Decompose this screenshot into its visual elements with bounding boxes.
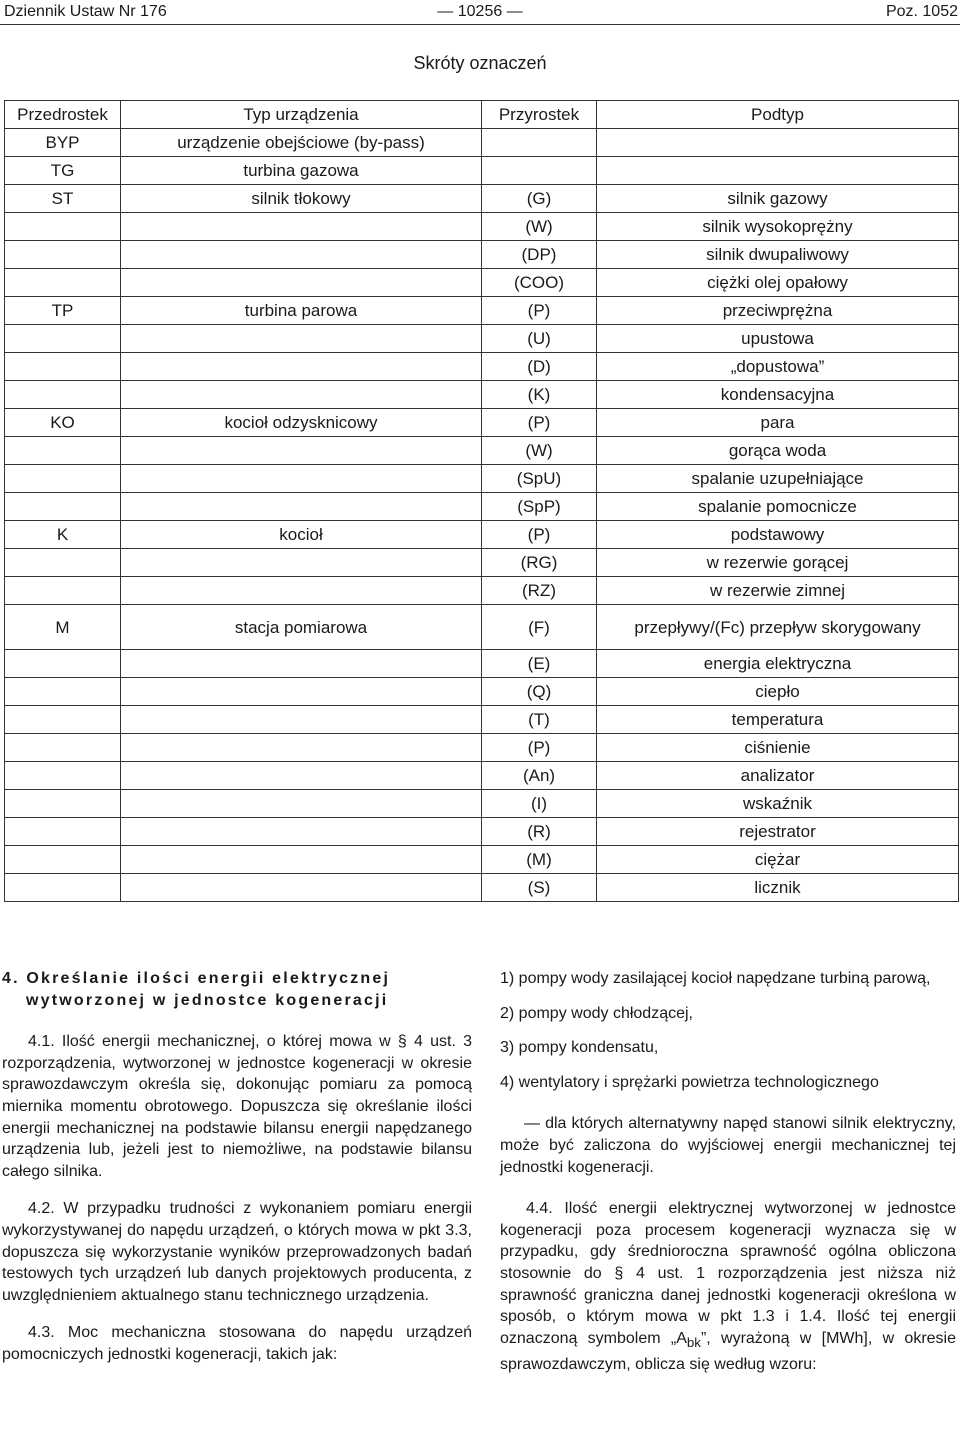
table-row bbox=[5, 762, 959, 790]
table-body bbox=[5, 129, 959, 902]
cell-suffix: (P) bbox=[482, 409, 597, 437]
cell-prefix bbox=[5, 437, 121, 465]
table-row bbox=[5, 353, 959, 381]
table-row bbox=[5, 874, 959, 902]
cell-suffix: (W) bbox=[482, 437, 597, 465]
cell-subtype: energia elektryczna bbox=[597, 650, 959, 678]
cell-prefix bbox=[5, 381, 121, 409]
cell-device-type: turbina parowa bbox=[121, 297, 482, 325]
table-row bbox=[5, 790, 959, 818]
table-header-row bbox=[5, 101, 959, 129]
cell-device-type bbox=[121, 846, 482, 874]
list-item: 3) pompy kondensatu, bbox=[500, 1039, 659, 1057]
cell-suffix: (F) bbox=[482, 605, 597, 650]
cell-device-type bbox=[121, 437, 482, 465]
cell-suffix: (S) bbox=[482, 874, 597, 902]
cell-device-type: kocioł odzysknicowy bbox=[121, 409, 482, 437]
paragraph-4-4 bbox=[500, 1198, 956, 1375]
cell-suffix bbox=[482, 129, 597, 157]
cell-prefix bbox=[5, 762, 121, 790]
table-row bbox=[5, 706, 959, 734]
cell-subtype: para bbox=[597, 409, 959, 437]
paragraph-4-4-text: 4.4. Ilość energii elektrycznej wytworzonej w jednostce kogeneracji poza procesem kogeneracji wyznacza się w przypadku, gdy średnioroczna sprawność ogólna obliczona stosownie do § 4 ust. 1 rozporządzenia jest niższa niż sprawność graniczna danej jednostki kogeneracji określona w sposób, o którym mowa w pkt 1.3 i 1.4. Ilość tej energii oznaczoną symbolem „A bbox=[500, 1200, 956, 1347]
cell-device-type bbox=[121, 762, 482, 790]
cell-suffix: (P) bbox=[482, 734, 597, 762]
cell-device-type bbox=[121, 381, 482, 409]
cell-device-type: turbina gazowa bbox=[121, 157, 482, 185]
cell-suffix: (U) bbox=[482, 325, 597, 353]
header-rule bbox=[0, 24, 960, 25]
cell-prefix: TP bbox=[5, 297, 121, 325]
cell-suffix: (SpU) bbox=[482, 465, 597, 493]
cell-subtype: upustowa bbox=[597, 325, 959, 353]
cell-prefix bbox=[5, 241, 121, 269]
table-row bbox=[5, 734, 959, 762]
table-row bbox=[5, 297, 959, 325]
cell-prefix: TG bbox=[5, 157, 121, 185]
cell-suffix: (M) bbox=[482, 846, 597, 874]
table-row bbox=[5, 325, 959, 353]
table-row bbox=[5, 549, 959, 577]
table-row bbox=[5, 465, 959, 493]
cell-device-type bbox=[121, 493, 482, 521]
cell-suffix: (An) bbox=[482, 762, 597, 790]
cell-prefix bbox=[5, 577, 121, 605]
cell-prefix bbox=[5, 734, 121, 762]
cell-prefix bbox=[5, 874, 121, 902]
cell-prefix: ST bbox=[5, 185, 121, 213]
cell-subtype: analizator bbox=[597, 762, 959, 790]
table-row bbox=[5, 269, 959, 297]
table-row bbox=[5, 437, 959, 465]
table-row bbox=[5, 650, 959, 678]
cell-device-type bbox=[121, 241, 482, 269]
list-item: 4) wentylatory i sprężarki powietrza technologicznego bbox=[500, 1073, 879, 1091]
cell-prefix bbox=[5, 706, 121, 734]
table-row bbox=[5, 241, 959, 269]
cell-subtype: ciężar bbox=[597, 846, 959, 874]
column-header-suffix: Przyrostek bbox=[482, 101, 597, 129]
cell-prefix: KO bbox=[5, 409, 121, 437]
cell-subtype: rejestrator bbox=[597, 818, 959, 846]
list-item: 2) pompy wody chłodzącej, bbox=[500, 1004, 693, 1022]
cell-device-type bbox=[121, 325, 482, 353]
table-row bbox=[5, 185, 959, 213]
paragraph-4-1: 4.1. Ilość energii mechanicznej, o której mowa w § 4 ust. 3 rozporządzenia, wytworzonej w jednostce kogeneracji w okresie sprawozdawczym określa się, dokonując pomiaru za pomocą miernika momentu obrotowego. Dopuszcza się określanie ilości energii mechanicznej na podstawie bilansu energii napędzanego urządzenia lub, jeżeli jest to niemożliwe, na podstawie bilansu całego silnika. bbox=[2, 1033, 472, 1180]
cell-subtype: gorąca woda bbox=[597, 437, 959, 465]
table-row bbox=[5, 678, 959, 706]
paragraph-4-2: 4.2. W przypadku trudności z wykonaniem pomiaru energii wykorzystywanej do napędu urządzeń, o których mowa w pkt 3.3, dopuszcza się wykorzystanie wyników przeprowadzonych badań testowych tych urządzeń lub danych projektowych producenta, z uwzględnieniem aktualnego stanu technicznego urządzenia. bbox=[2, 1200, 472, 1304]
cell-prefix bbox=[5, 678, 121, 706]
right-text-column bbox=[500, 968, 956, 1391]
table-row bbox=[5, 493, 959, 521]
section-heading: 4. Określanie ilości energii elektrycznej wytworzonej w jednostce kogeneracji bbox=[2, 970, 391, 1009]
cell-subtype: silnik wysokoprężny bbox=[597, 213, 959, 241]
cell-device-type bbox=[121, 734, 482, 762]
cell-device-type: stacja pomiarowa bbox=[121, 605, 482, 650]
cell-prefix bbox=[5, 650, 121, 678]
cell-suffix: (W) bbox=[482, 213, 597, 241]
cell-subtype: w rezerwie gorącej bbox=[597, 549, 959, 577]
table-row bbox=[5, 577, 959, 605]
table-row bbox=[5, 818, 959, 846]
table-row bbox=[5, 605, 959, 650]
cell-subtype: przeciwprężna bbox=[597, 297, 959, 325]
cell-suffix: (E) bbox=[482, 650, 597, 678]
cell-prefix bbox=[5, 269, 121, 297]
cell-device-type bbox=[121, 213, 482, 241]
cell-suffix: (RZ) bbox=[482, 577, 597, 605]
cell-device-type bbox=[121, 650, 482, 678]
cell-device-type: kocioł bbox=[121, 521, 482, 549]
cell-subtype bbox=[597, 157, 959, 185]
table-title: Skróty oznaczeń bbox=[413, 53, 547, 73]
cell-subtype: ciężki olej opałowy bbox=[597, 269, 959, 297]
cell-prefix bbox=[5, 846, 121, 874]
cell-subtype: silnik dwupaliwowy bbox=[597, 241, 959, 269]
cell-subtype: silnik gazowy bbox=[597, 185, 959, 213]
cell-subtype: wskaźnik bbox=[597, 790, 959, 818]
cell-device-type: silnik tłokowy bbox=[121, 185, 482, 213]
left-text-column bbox=[2, 968, 472, 1382]
table-row bbox=[5, 381, 959, 409]
cell-device-type bbox=[121, 549, 482, 577]
cell-prefix bbox=[5, 465, 121, 493]
running-header bbox=[0, 0, 960, 24]
cell-suffix bbox=[482, 157, 597, 185]
cell-prefix: K bbox=[5, 521, 121, 549]
cell-subtype: kondensacyjna bbox=[597, 381, 959, 409]
cell-subtype: podstawowy bbox=[597, 521, 959, 549]
cell-subtype: licznik bbox=[597, 874, 959, 902]
cell-prefix bbox=[5, 549, 121, 577]
table-row bbox=[5, 521, 959, 549]
cell-subtype: spalanie pomocnicze bbox=[597, 493, 959, 521]
cell-device-type bbox=[121, 706, 482, 734]
cell-suffix: (P) bbox=[482, 521, 597, 549]
cell-suffix: (Q) bbox=[482, 678, 597, 706]
paragraph-4-3: 4.3. Moc mechaniczna stosowana do napędu urządzeń pomocniczych jednostki kogeneracji, takich jak: bbox=[2, 1324, 472, 1363]
cell-suffix: (K) bbox=[482, 381, 597, 409]
position-number: Poz. 1052 bbox=[885, 3, 958, 20]
cell-suffix: (G) bbox=[482, 185, 597, 213]
cell-suffix: (COO) bbox=[482, 269, 597, 297]
table-row bbox=[5, 213, 959, 241]
table-row bbox=[5, 157, 959, 185]
cell-subtype: ciepło bbox=[597, 678, 959, 706]
cell-suffix: (I) bbox=[482, 790, 597, 818]
cell-prefix bbox=[5, 493, 121, 521]
table-row bbox=[5, 846, 959, 874]
cell-prefix bbox=[5, 353, 121, 381]
cell-device-type: urządzenie obejściowe (by-pass) bbox=[121, 129, 482, 157]
cell-suffix: (SpP) bbox=[482, 493, 597, 521]
cell-suffix: (P) bbox=[482, 297, 597, 325]
journal-name: Dziennik Ustaw Nr 176 bbox=[4, 3, 167, 20]
cell-device-type bbox=[121, 465, 482, 493]
cell-device-type bbox=[121, 790, 482, 818]
cell-suffix: (DP) bbox=[482, 241, 597, 269]
column-header-device-type: Typ urządzenia bbox=[121, 101, 482, 129]
cell-prefix: M bbox=[5, 605, 121, 650]
cell-prefix bbox=[5, 790, 121, 818]
cell-suffix: (D) bbox=[482, 353, 597, 381]
cell-device-type bbox=[121, 874, 482, 902]
cell-suffix: (R) bbox=[482, 818, 597, 846]
cell-device-type bbox=[121, 678, 482, 706]
cell-prefix bbox=[5, 325, 121, 353]
cell-subtype: w rezerwie zimnej bbox=[597, 577, 959, 605]
cell-device-type bbox=[121, 269, 482, 297]
cell-device-type bbox=[121, 577, 482, 605]
cell-suffix: (RG) bbox=[482, 549, 597, 577]
table-row bbox=[5, 129, 959, 157]
cell-device-type bbox=[121, 818, 482, 846]
cell-device-type bbox=[121, 353, 482, 381]
cell-subtype: „dopustowa” bbox=[597, 353, 959, 381]
cell-prefix bbox=[5, 818, 121, 846]
cell-subtype: temperatura bbox=[597, 706, 959, 734]
list-item: 1) pompy wody zasilającej kocioł napędzane turbiną parową, bbox=[500, 970, 931, 987]
dash-paragraph: — dla których alternatywny napęd stanowi silnik elektryczny, może być zaliczona do wyjściowej energii mechanicznej tej jednostki kogeneracji. bbox=[500, 1115, 956, 1176]
table-row bbox=[5, 409, 959, 437]
cell-subtype: przepływy/(Fc) przepływ skorygowany bbox=[597, 605, 959, 650]
column-header-subtype: Podtyp bbox=[597, 101, 959, 129]
cell-suffix: (T) bbox=[482, 706, 597, 734]
cell-prefix: BYP bbox=[5, 129, 121, 157]
abbreviations-table bbox=[4, 100, 959, 902]
page-number: — 10256 — bbox=[437, 3, 523, 20]
paragraph-4-4-text-end: ”, wyrażoną w [MWh], w okresie sprawozdawczym, oblicza się według wzoru: bbox=[500, 1329, 956, 1373]
column-header-prefix: Przedrostek bbox=[5, 101, 121, 129]
cell-subtype: ciśnienie bbox=[597, 734, 959, 762]
cell-prefix bbox=[5, 213, 121, 241]
cell-subtype bbox=[597, 129, 959, 157]
cell-subtype: spalanie uzupełniające bbox=[597, 465, 959, 493]
symbol-subscript: bk bbox=[686, 1334, 701, 1350]
